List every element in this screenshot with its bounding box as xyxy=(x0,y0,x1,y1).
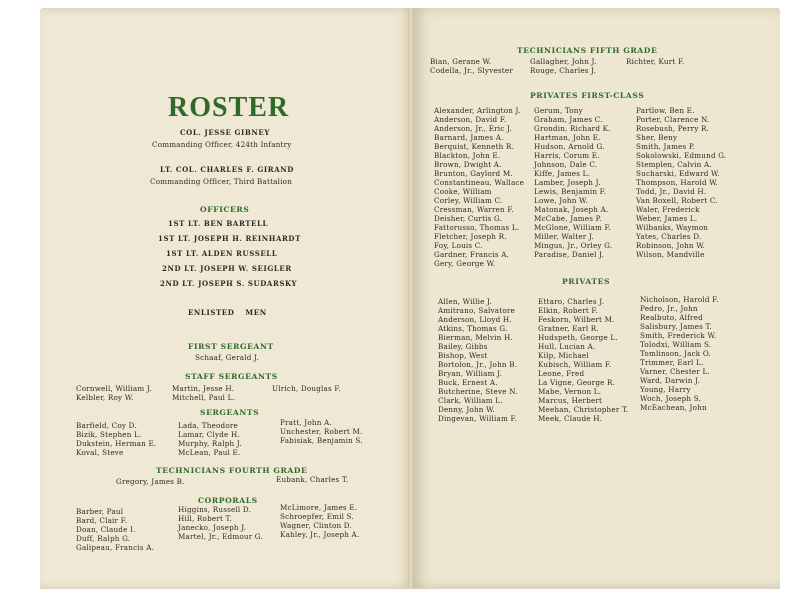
pfc-entry: Brunton, Gaylord M. xyxy=(434,169,513,178)
corporal-entry: Janecko, Joseph J. xyxy=(178,523,247,532)
tech4-entry: Eubank, Charles T. xyxy=(276,475,349,484)
staff-sergeant-entry: Kelbler, Roy W. xyxy=(76,393,134,402)
private-entry: Hudspeth, George L. xyxy=(538,333,618,342)
private-entry: Trimmer, Earl L. xyxy=(640,358,704,367)
tech5-entry: Gallagher, John J. xyxy=(530,57,597,66)
right-page xyxy=(412,8,780,589)
tech5-col-2 xyxy=(530,57,597,75)
pfc-entry: Lewis, Benjamin F. xyxy=(534,187,607,196)
corporal-entry: Wagner, Clinton D. xyxy=(280,521,352,530)
pfc-entry: Stemplen, Calvin A. xyxy=(636,160,712,169)
tech4-entry: Gregory, James B. xyxy=(116,477,185,486)
private-entry: Kilp, Michael xyxy=(538,351,589,360)
sergeant-entry: Koval, Steve xyxy=(76,448,124,457)
pfc-entry: Anderson, David F. xyxy=(434,115,507,124)
private-entry: Mabe, Vernon L. xyxy=(538,387,602,396)
tech5-col-1 xyxy=(430,57,513,75)
pfc-entry: Deisher, Curtis G. xyxy=(434,214,503,223)
pfc-entry: Hudson, Arnold G. xyxy=(534,142,605,151)
pfc-entry: Alexander, Arlington J. xyxy=(434,106,521,115)
enlisted-men-heading: ENLISTED MEN xyxy=(188,308,267,317)
pfc-entry: Porter, Clarence N. xyxy=(636,115,710,124)
officer-entry: 1ST LT. BEN BARTELL xyxy=(168,219,269,228)
pfc-entry: Yates, Charles D. xyxy=(636,232,702,241)
pfc-entry: Grondin, Richard K. xyxy=(534,124,611,133)
pfc-entry: Mingus, Jr., Orley G. xyxy=(534,241,613,250)
private-entry: Butcherine, Steve N. xyxy=(438,387,518,396)
corporal-entry: Higgins, Russell D. xyxy=(178,505,252,514)
tech5-entry: Rouge, Charles J. xyxy=(530,66,597,75)
pfc-heading: PRIVATES FIRST-CLASS xyxy=(530,91,645,100)
sergeants-heading: SERGEANTS xyxy=(200,408,260,417)
private-entry: Denny, John W. xyxy=(438,405,495,414)
officer-entry: 1ST LT. JOSEPH H. REINHARDT xyxy=(158,234,301,243)
pfc-entry: Matonak, Joseph A. xyxy=(534,205,609,214)
pfc-entry: Wilson, Mandville xyxy=(636,250,705,259)
first-sergeant-heading: FIRST SERGEANT xyxy=(188,342,274,351)
private-entry: Allen, Willie J. xyxy=(438,297,493,306)
corporals-col-1 xyxy=(76,507,154,552)
tech5-heading: TECHNICIANS FIFTH GRADE xyxy=(517,46,658,55)
pfc-entry: Foy, Louis C. xyxy=(434,241,483,250)
private-entry: Hull, Lucian A. xyxy=(538,342,596,351)
pfc-entry: Robinson, John W. xyxy=(636,241,706,250)
pfc-entry: Weber, James L. xyxy=(636,214,698,223)
sergeant-entry: Fabisiak, Benjamin S. xyxy=(280,436,363,445)
commander2-role: Commanding Officer, Third Battalion xyxy=(150,177,293,186)
private-entry: Ettaro, Charles J. xyxy=(538,297,605,306)
pfc-col-3 xyxy=(636,106,726,259)
officer-entry: 2ND LT. JOSEPH W. SEIGLER xyxy=(162,264,292,273)
corporal-entry: Galipeau, Francis A. xyxy=(76,543,155,552)
corporal-entry: Duff, Ralph G. xyxy=(76,534,131,543)
private-entry: La Vigne, George R. xyxy=(538,378,616,387)
sergeant-entry: Pratt, John A. xyxy=(280,418,332,427)
officer-entry: 2ND LT. JOSEPH S. SUDARSKY xyxy=(160,279,298,288)
pfc-entry: Todd, Jr., David H. xyxy=(636,187,707,196)
pfc-entry: Lamber, Joseph J. xyxy=(534,178,601,187)
pfc-entry: Johnson, Dale C. xyxy=(534,160,598,169)
private-entry: Young, Harry xyxy=(640,385,691,394)
sergeants-col-3 xyxy=(280,418,363,445)
pfc-entry: Hartman, John E. xyxy=(534,133,601,142)
sergeant-entry: Unchester, Robert M. xyxy=(280,427,363,436)
pfc-entry: Miller, Walter J. xyxy=(534,232,594,241)
private-entry: Pedro, Jr., John xyxy=(640,304,698,313)
pfc-entry: Fletcher, Joseph R. xyxy=(434,232,507,241)
private-entry: Varner, Chester L. xyxy=(640,367,710,376)
pfc-col-2 xyxy=(534,106,612,259)
tech5-entry: Codella, Jr., Slyvester xyxy=(430,66,513,75)
officers-heading: OFFICERS xyxy=(200,205,250,214)
pfc-entry: Paradise, Daniel J. xyxy=(534,250,605,259)
pfc-entry: Harris, Corum E. xyxy=(534,151,600,160)
officer-entry: 1ST LT. ALDEN RUSSELL xyxy=(166,249,278,258)
pfc-entry: Sher, Beny xyxy=(636,133,678,142)
staff-sergeant-entry: Cornwell, William J. xyxy=(76,384,152,393)
corporal-entry: Barber, Paul xyxy=(76,507,124,516)
pfc-entry: Blackton, John E. xyxy=(434,151,501,160)
pfc-entry: Barnard, James A. xyxy=(434,133,504,142)
tech4-heading: TECHNICIANS FOURTH GRADE xyxy=(156,466,308,475)
corporals-col-2 xyxy=(178,505,263,541)
sergeant-entry: Dukstein, Herman E. xyxy=(76,439,157,448)
privates-col-1 xyxy=(438,297,518,423)
corporal-entry: McLimore, James E. xyxy=(280,503,358,512)
private-entry: Meek, Claude H. xyxy=(538,414,603,423)
private-entry: Kubisch, William F. xyxy=(538,360,612,369)
private-entry: Tomlinson, Jack O. xyxy=(640,349,712,358)
privates-col-3 xyxy=(640,295,719,412)
officers-list xyxy=(158,219,301,288)
pfc-col-1 xyxy=(434,106,524,268)
tech5-entry: Richter, Kurt F. xyxy=(626,57,685,66)
private-entry: Smith, Frederick W. xyxy=(640,331,717,340)
staff-sergeant-entry: Mitchell, Paul L. xyxy=(172,393,236,402)
tech5-col-3 xyxy=(626,57,685,66)
private-entry: Meehan, Christopher T. xyxy=(538,405,629,414)
private-entry: Atkins, Thomas G. xyxy=(438,324,508,333)
private-entry: Salisbury, James T. xyxy=(640,322,712,331)
corporals-col-3 xyxy=(280,503,359,539)
private-entry: Clark, William L. xyxy=(438,396,503,405)
pfc-entry: Anderson, Jr., Eric J. xyxy=(434,124,513,133)
private-entry: Bailey, Gibbs xyxy=(438,342,488,351)
commander2-name: LT. COL. CHARLES F. GIRAND xyxy=(160,165,294,174)
left-page xyxy=(40,8,412,589)
pfc-entry: Corley, William C. xyxy=(434,196,503,205)
private-entry: Marcus, Herbert xyxy=(538,396,603,405)
pfc-entry: Rosebush, Perry R. xyxy=(636,124,710,133)
private-entry: Woch, Joseph S. xyxy=(640,394,702,403)
pfc-entry: McCabe, James P. xyxy=(534,214,602,223)
sergeant-entry: Lamar, Clyde H. xyxy=(178,430,240,439)
pfc-entry: Partlow, Ben E. xyxy=(636,106,695,115)
sergeant-entry: Barfield, Coy D. xyxy=(76,421,137,430)
staff-sergeants-col-1 xyxy=(76,384,152,402)
tech5-entry: Bian, Gerane W. xyxy=(430,57,492,66)
private-entry: Anderson, Lloyd H. xyxy=(438,315,512,324)
pfc-entry: Kiffe, James L. xyxy=(534,169,591,178)
private-entry: Bortolon, Jr., John B. xyxy=(438,360,518,369)
pfc-entry: Sucharski, Edward W. xyxy=(636,169,720,178)
first-sergeant-name: Schaaf, Gerald J. xyxy=(195,353,260,362)
private-entry: Amitrano, Salvatore xyxy=(438,306,515,315)
pfc-entry: Waler, Frederick xyxy=(636,205,700,214)
staff-sergeants-col-3 xyxy=(272,384,341,393)
pfc-entry: Cressman, Warren F. xyxy=(434,205,514,214)
corporals-heading: CORPORALS xyxy=(198,496,258,505)
corporal-entry: Martel, Jr., Edmour G. xyxy=(178,532,263,541)
private-entry: Leone, Fred xyxy=(538,369,585,378)
pfc-entry: Brown, Dwight A. xyxy=(434,160,502,169)
corporal-entry: Schroepfer, Emil S. xyxy=(280,512,355,521)
staff-sergeant-entry: Martin, Jesse H. xyxy=(172,384,235,393)
private-entry: Realbuto, Alfred xyxy=(640,313,703,322)
pfc-entry: Berquist, Kenneth R. xyxy=(434,142,515,151)
private-entry: Dingevan, William F. xyxy=(438,414,518,423)
pfc-entry: Gerum, Tony xyxy=(534,106,583,115)
pfc-entry: Constantineau, Wallace xyxy=(434,178,525,187)
sergeant-entry: Bizik, Stephen L. xyxy=(76,430,142,439)
staff-sergeant-entry: Ulrich, Douglas F. xyxy=(272,384,341,393)
pfc-entry: McGlone, William F. xyxy=(534,223,611,232)
private-entry: Bishop, West xyxy=(438,351,488,360)
corporal-entry: Hill, Robert T. xyxy=(178,514,232,523)
open-booklet xyxy=(40,8,780,589)
privates-col-2 xyxy=(538,297,628,423)
pfc-entry: Sokolowski, Edmund G. xyxy=(636,151,727,160)
sergeant-entry: McLean, Paul E. xyxy=(178,448,241,457)
pfc-entry: Graham, James C. xyxy=(534,115,603,124)
private-entry: Bierman, Melvin H. xyxy=(438,333,513,342)
pfc-entry: Wilbanks, Waymon xyxy=(636,223,709,232)
roster-title: ROSTER xyxy=(168,92,290,123)
sergeant-entry: Lada, Theodore xyxy=(178,421,238,430)
pfc-entry: Cooke, William xyxy=(434,187,492,196)
pfc-entry: Van Boxell, Robert C. xyxy=(636,196,718,205)
privates-heading: PRIVATES xyxy=(562,277,611,286)
pfc-entry: Gery, George W. xyxy=(434,259,496,268)
private-entry: Elkin, Robert F. xyxy=(538,306,598,315)
private-entry: Nicholson, Harold F. xyxy=(640,295,719,304)
private-entry: Bryan, William J. xyxy=(438,369,503,378)
private-entry: Gratner, Earl R. xyxy=(538,324,599,333)
sergeant-entry: Murphy, Ralph J. xyxy=(178,439,242,448)
private-entry: Feskorn, Wilbert M. xyxy=(538,315,615,324)
sergeants-col-2 xyxy=(178,421,242,457)
pfc-entry: Lowe, John W. xyxy=(534,196,588,205)
private-entry: Tolodxi, William S. xyxy=(640,340,712,349)
private-entry: Ward, Darwin J. xyxy=(640,376,701,385)
corporal-entry: Kahley, Jr., Joseph A. xyxy=(280,530,360,539)
pfc-entry: Smith, James P. xyxy=(636,142,695,151)
corporal-entry: Bard, Clair F. xyxy=(76,516,128,525)
staff-sergeants-col-2 xyxy=(172,384,235,402)
staff-sergeants-heading: STAFF SERGEANTS xyxy=(185,372,278,381)
sergeants-col-1 xyxy=(76,421,156,457)
pfc-entry: Gardner, Francis A. xyxy=(434,250,510,259)
pfc-entry: Fattorusso, Thomas L. xyxy=(434,223,520,232)
corporal-entry: Doan, Claude I. xyxy=(76,525,136,534)
pfc-entry: Thompson, Harold W. xyxy=(636,178,719,187)
commander1-role: Commanding Officer, 424th Infantry xyxy=(152,140,292,149)
commander1-name: COL. JESSE GIBNEY xyxy=(180,128,270,137)
private-entry: Buck, Ernest A. xyxy=(438,378,498,387)
private-entry: McEachean, John xyxy=(640,403,707,412)
